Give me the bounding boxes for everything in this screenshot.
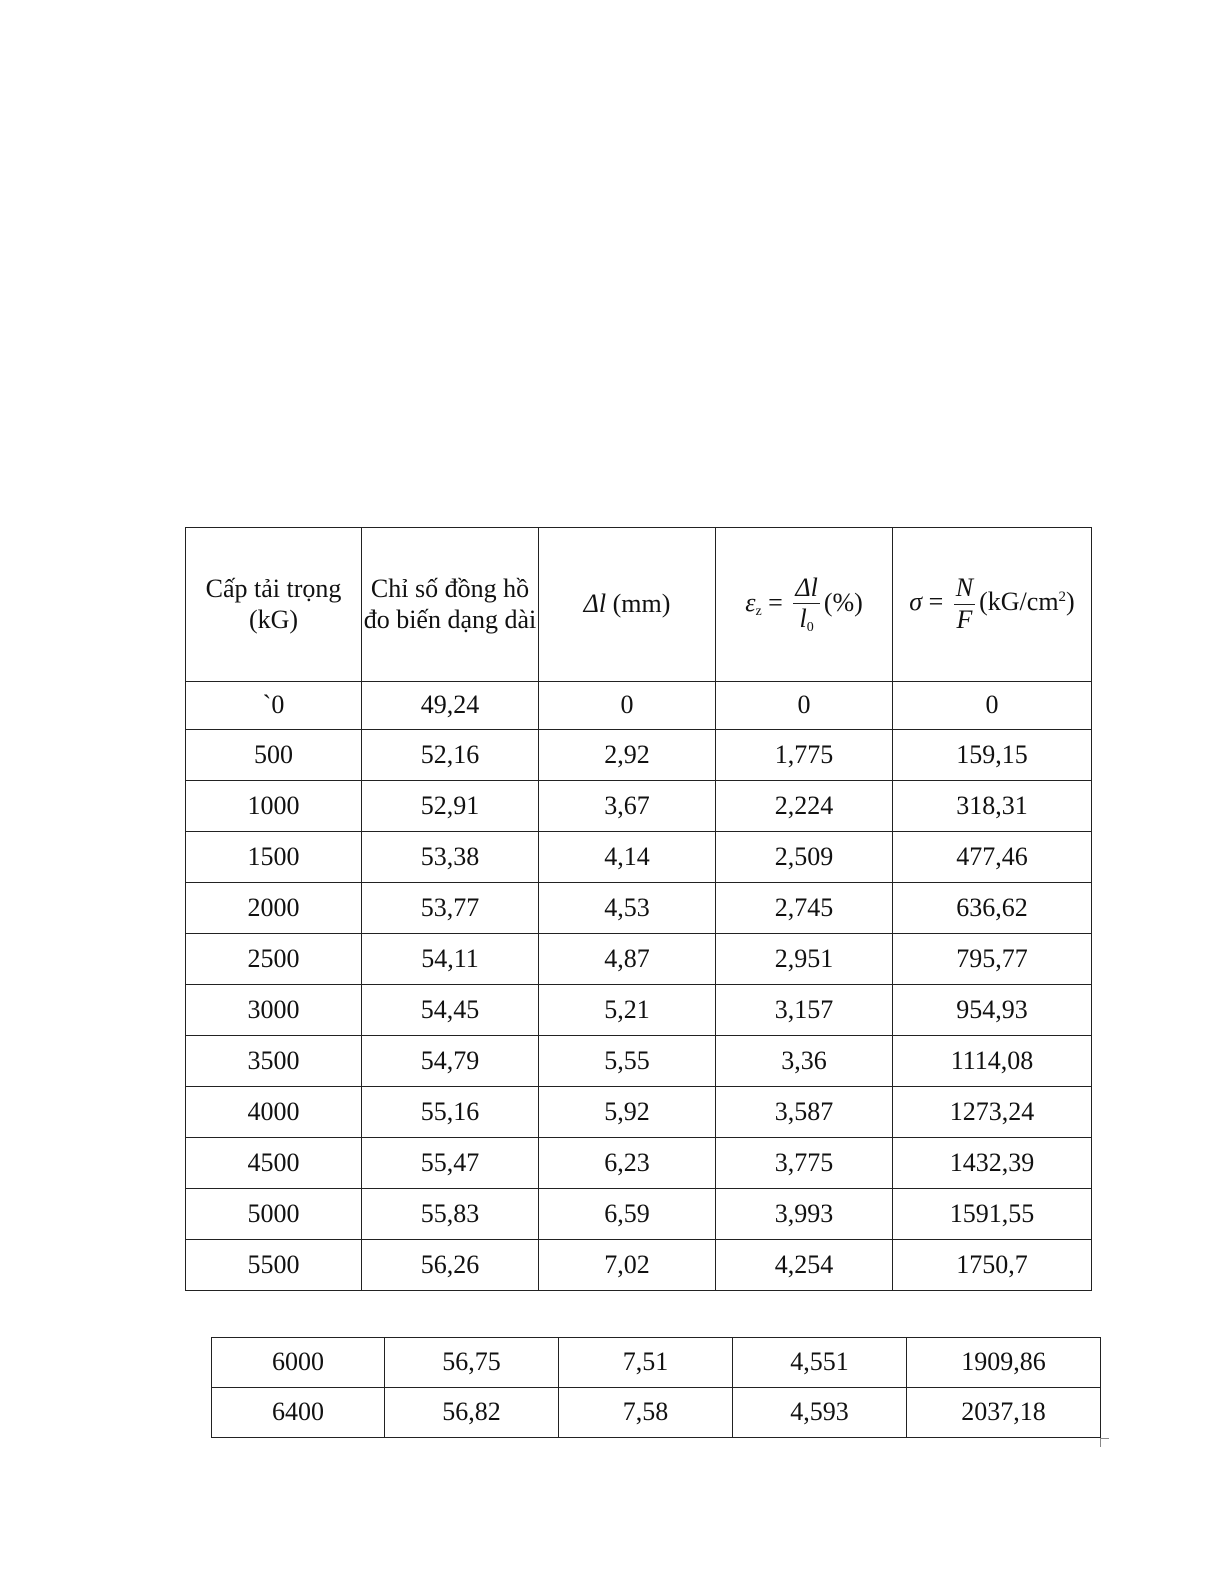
table-cell: 7,02: [539, 1240, 716, 1291]
table-cell: 54,79: [362, 1036, 539, 1087]
table-cell: 318,31: [893, 781, 1092, 832]
table-cell: 3000: [186, 985, 362, 1036]
table-cell: 1273,24: [893, 1087, 1092, 1138]
table-cell: 477,46: [893, 832, 1092, 883]
table-row: [186, 1189, 1092, 1240]
table-cell: 4,254: [716, 1240, 893, 1291]
page-corner-mark: [1100, 1438, 1109, 1447]
table-cell: 6400: [212, 1388, 385, 1438]
table-cell: 4,593: [733, 1388, 907, 1438]
table-cell: `0: [186, 682, 362, 730]
table-cell: 6,59: [539, 1189, 716, 1240]
table-row: [186, 1087, 1092, 1138]
table-cell: 4500: [186, 1138, 362, 1189]
table-cell: 5,55: [539, 1036, 716, 1087]
table-cell: 4,551: [733, 1338, 907, 1388]
continuation-body: [212, 1338, 1101, 1438]
table-cell: 4,53: [539, 883, 716, 934]
table-cell: 4,14: [539, 832, 716, 883]
table-cell: 2,951: [716, 934, 893, 985]
table-cell: 56,82: [385, 1388, 559, 1438]
table-cell: 55,83: [362, 1189, 539, 1240]
table-cell: 2,92: [539, 730, 716, 781]
table-cell: 500: [186, 730, 362, 781]
strain-numerator: Δl: [793, 574, 819, 605]
table-cell: 1750,7: [893, 1240, 1092, 1291]
table-body: [186, 682, 1092, 1291]
measurement-table-continuation: [211, 1337, 1101, 1438]
strain-fraction: [793, 574, 819, 636]
table-cell: 1909,86: [907, 1338, 1101, 1388]
table-row: [186, 985, 1092, 1036]
strain-equals: =: [768, 587, 783, 617]
table-cell: 4,87: [539, 934, 716, 985]
table-cell: 7,58: [559, 1388, 733, 1438]
table-cell: 2037,18: [907, 1388, 1101, 1438]
stress-unit: $(kG/cm^2)$: [979, 587, 1075, 617]
header-stress: [893, 528, 1092, 682]
table-cell: 4000: [186, 1087, 362, 1138]
epsilon-symbol: ε: [745, 587, 756, 617]
table-cell: 1432,39: [893, 1138, 1092, 1189]
header-elongation: [539, 528, 716, 682]
table-header-row: [186, 528, 1092, 682]
table-row: [186, 1036, 1092, 1087]
table-cell: 5000: [186, 1189, 362, 1240]
table-cell: 1,775: [716, 730, 893, 781]
table-cell: 2,509: [716, 832, 893, 883]
table-cell: 53,77: [362, 883, 539, 934]
table-cell: 3,775: [716, 1138, 893, 1189]
stress-numerator: N: [954, 574, 975, 605]
table-cell: 636,62: [893, 883, 1092, 934]
table-cell: 55,16: [362, 1087, 539, 1138]
table-cell: 0: [539, 682, 716, 730]
table-cell: 3,157: [716, 985, 893, 1036]
table-cell: 3500: [186, 1036, 362, 1087]
table-cell: 1000: [186, 781, 362, 832]
table-row: [212, 1338, 1101, 1388]
header-load-level: Cấp tải trọng (kG): [186, 528, 362, 682]
stress-fraction: [954, 574, 975, 634]
table-cell: 56,26: [362, 1240, 539, 1291]
stress-equals: =: [928, 587, 944, 617]
table-row: [186, 934, 1092, 985]
table-cell: 6000: [212, 1338, 385, 1388]
table-cell: 7,51: [559, 1338, 733, 1388]
table-cell: 53,38: [362, 832, 539, 883]
epsilon-subscript: z: [755, 603, 762, 619]
table-cell: 2,224: [716, 781, 893, 832]
table-cell: 2500: [186, 934, 362, 985]
table-cell: 3,587: [716, 1087, 893, 1138]
table-row: [186, 1240, 1092, 1291]
table-cell: 6,23: [539, 1138, 716, 1189]
table-cell: 5,92: [539, 1087, 716, 1138]
delta-l-symbol: Δl: [583, 589, 607, 619]
header-gauge-reading: Chỉ số đồng hồ đo biến dạng dài: [362, 528, 539, 682]
table-cell: 2000: [186, 883, 362, 934]
table-cell: 795,77: [893, 934, 1092, 985]
table-cell: 56,75: [385, 1338, 559, 1388]
table-row: [212, 1388, 1101, 1438]
measurement-table: [185, 527, 1092, 1291]
table-cell: 52,16: [362, 730, 539, 781]
table-cell: 5500: [186, 1240, 362, 1291]
strain-unit: (%): [823, 587, 863, 617]
table-row: [186, 1138, 1092, 1189]
strain-denominator: $l_0$: [799, 604, 814, 636]
table-row: [186, 682, 1092, 730]
table-cell: 3,67: [539, 781, 716, 832]
table-cell: 954,93: [893, 985, 1092, 1036]
header-strain: [716, 528, 893, 682]
table-cell: 0: [716, 682, 893, 730]
sigma-symbol: σ: [909, 587, 923, 617]
table-cell: 1591,55: [893, 1189, 1092, 1240]
table-cell: 55,47: [362, 1138, 539, 1189]
table-row: [186, 832, 1092, 883]
table-cell: 0: [893, 682, 1092, 730]
table-row: [186, 883, 1092, 934]
table-cell: 2,745: [716, 883, 893, 934]
table-cell: 3,36: [716, 1036, 893, 1087]
table-cell: 1114,08: [893, 1036, 1092, 1087]
table-cell: 52,91: [362, 781, 539, 832]
table-cell: 159,15: [893, 730, 1092, 781]
table-row: [186, 781, 1092, 832]
elongation-unit: (mm): [612, 589, 671, 619]
table-cell: 49,24: [362, 682, 539, 730]
table-row: [186, 730, 1092, 781]
stress-denominator: F: [956, 605, 973, 634]
table-cell: 3,993: [716, 1189, 893, 1240]
table-cell: 54,11: [362, 934, 539, 985]
table-cell: 1500: [186, 832, 362, 883]
table-cell: 54,45: [362, 985, 539, 1036]
table-cell: 5,21: [539, 985, 716, 1036]
